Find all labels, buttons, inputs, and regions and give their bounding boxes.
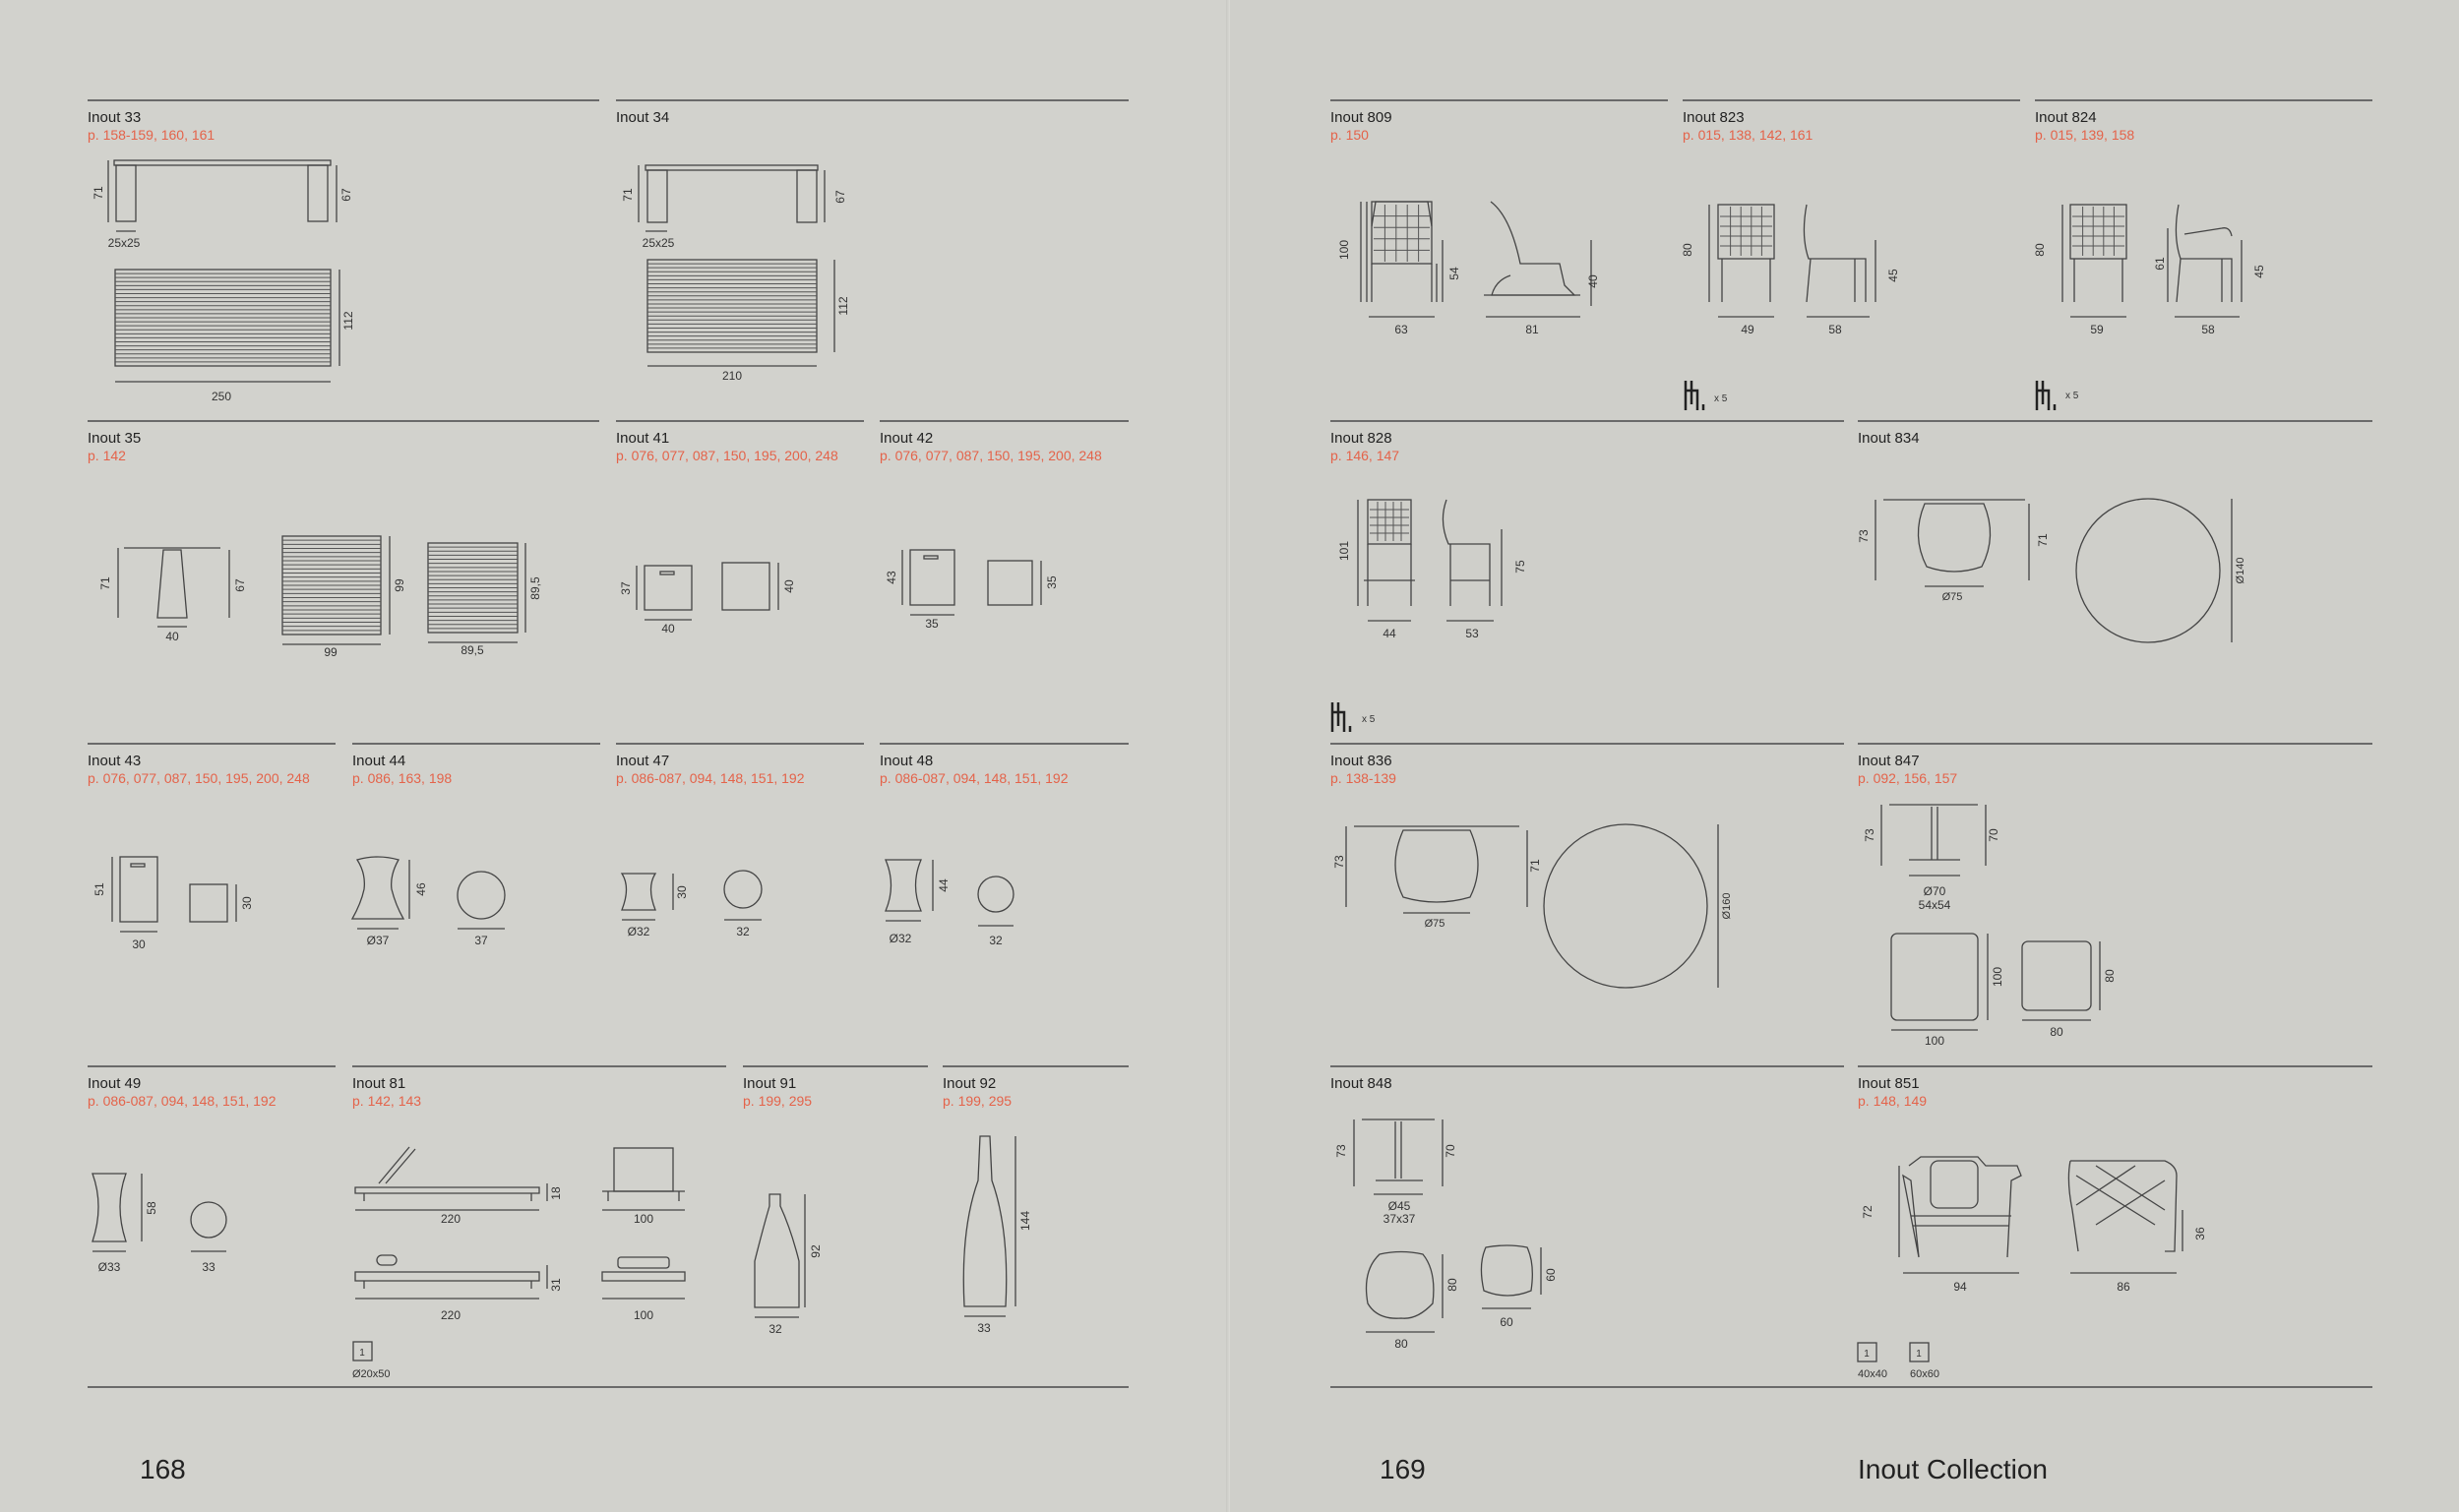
dim-label: 112	[341, 311, 355, 331]
page-references: p. 015, 139, 158	[2035, 127, 2135, 143]
dim-label: 25x25	[642, 236, 675, 250]
dim-label: 51	[92, 882, 106, 896]
product-name: Inout 91	[743, 1075, 797, 1092]
page-references: p. 015, 138, 142, 161	[1683, 127, 1814, 143]
dim-label: 100	[633, 1212, 654, 1226]
dim-label: 73	[1857, 529, 1871, 543]
dim-label: 80	[1394, 1337, 1408, 1351]
dim-label: 58	[2201, 323, 2215, 336]
dim-label: 63	[1394, 323, 1408, 336]
page-references: p. 086-087, 094, 148, 151, 192	[616, 770, 805, 786]
page-references: p. 146, 147	[1330, 448, 1400, 463]
stack-quantity: x 5	[1362, 714, 1376, 725]
dim-label: 46	[414, 882, 428, 896]
dim-label: 100	[1991, 966, 2004, 988]
dim-label: 80	[1445, 1278, 1459, 1292]
dim-label: 81	[1525, 323, 1539, 336]
cushion-qty: 1	[359, 1348, 365, 1359]
dim-label: 40	[1586, 274, 1600, 288]
dim-label: 44	[937, 878, 951, 892]
dim-label: 100	[1924, 1034, 1945, 1048]
dim-label: Ø70	[1923, 884, 1946, 898]
product-name: Inout 33	[88, 109, 142, 126]
dim-label: 220	[440, 1308, 461, 1322]
product-name: Inout 824	[2035, 109, 2097, 126]
product-name: Inout 47	[616, 753, 670, 769]
dim-label: 71	[2036, 533, 2050, 547]
product-name: Inout 836	[1330, 753, 1392, 769]
dim-label: 99	[324, 645, 338, 659]
dim-label: 40	[165, 630, 179, 643]
dim-label: 37x37	[1383, 1212, 1416, 1226]
dim-label: 53	[1465, 627, 1479, 640]
product-name: Inout 49	[88, 1075, 142, 1092]
dim-label: 45	[1886, 269, 1900, 282]
dim-label: 71	[98, 576, 112, 590]
dim-label: 40	[782, 579, 796, 593]
dim-label: 112	[836, 296, 850, 316]
product-name: Inout 848	[1330, 1075, 1392, 1092]
page-references: p. 199, 295	[943, 1093, 1013, 1109]
dim-label: 220	[440, 1212, 461, 1226]
product-name: Inout 847	[1858, 753, 1920, 769]
dim-label: 67	[833, 190, 847, 204]
product-name: Inout 81	[352, 1075, 406, 1092]
dim-label: 32	[989, 934, 1003, 947]
dim-label: 89,5	[461, 643, 484, 657]
dim-label: Ø32	[889, 932, 912, 945]
dim-label: 43	[885, 571, 898, 584]
dim-label: 73	[1334, 1144, 1348, 1158]
dim-label: 59	[2090, 323, 2104, 336]
dim-label: 80	[2103, 969, 2117, 983]
page-references: p. 076, 077, 087, 150, 195, 200, 248	[880, 448, 1102, 463]
product-name: Inout 823	[1683, 109, 1745, 126]
page-number: 169	[1380, 1454, 1426, 1484]
dim-label: 61	[2153, 257, 2167, 271]
product-name: Inout 43	[88, 753, 142, 769]
dim-label: 35	[925, 617, 939, 631]
dim-label: 70	[1444, 1144, 1457, 1158]
dim-label: Ø160	[1721, 892, 1733, 920]
dim-label: 18	[549, 1186, 563, 1200]
cushion-size: 40x40	[1858, 1368, 1887, 1380]
product-name: Inout 34	[616, 109, 670, 126]
dim-label: 32	[736, 925, 750, 938]
cushion-qty: 1	[1864, 1349, 1870, 1360]
dim-label: 73	[1863, 828, 1876, 842]
product-name: Inout 42	[880, 430, 934, 447]
page-references: p. 076, 077, 087, 150, 195, 200, 248	[616, 448, 838, 463]
dim-label: 31	[549, 1278, 563, 1292]
dim-label: 71	[92, 186, 105, 200]
dim-label: Ø75	[1941, 591, 1963, 603]
collection-title: Inout Collection	[1858, 1454, 2049, 1484]
dim-label: 60	[1500, 1315, 1513, 1329]
dim-label: 49	[1741, 323, 1754, 336]
product-name: Inout 828	[1330, 430, 1392, 447]
page-number: 168	[140, 1454, 186, 1484]
dim-label: 250	[211, 390, 232, 403]
dim-label: 60	[1544, 1268, 1558, 1282]
dim-label: 30	[240, 896, 254, 910]
dim-label: 33	[977, 1321, 991, 1335]
page-references: p. 086, 163, 198	[352, 770, 453, 786]
dim-label: 210	[721, 369, 743, 383]
stack-quantity: x 5	[1714, 393, 1728, 404]
dim-label: 44	[1383, 627, 1396, 640]
product-name: Inout 851	[1858, 1075, 1920, 1092]
dim-label: Ø32	[627, 925, 650, 938]
dim-label: 99	[393, 578, 406, 592]
dim-label: 30	[675, 885, 689, 899]
page-references: p. 138-139	[1330, 770, 1396, 786]
dim-label: 92	[809, 1244, 823, 1258]
product-name: Inout 44	[352, 753, 406, 769]
product-name: Inout 41	[616, 430, 670, 447]
product-name: Inout 35	[88, 430, 142, 447]
dim-label: 89,5	[528, 576, 542, 600]
product-name: Inout 48	[880, 753, 934, 769]
page-references: p. 086-087, 094, 148, 151, 192	[88, 1093, 277, 1109]
product-name: Inout 834	[1858, 430, 1920, 447]
dim-label: 80	[1681, 243, 1694, 257]
dim-label: 75	[1513, 560, 1527, 574]
product-name: Inout 92	[943, 1075, 997, 1092]
dim-label: 40	[661, 622, 675, 635]
cushion-size: 60x60	[1910, 1368, 1939, 1380]
dim-label: 71	[1528, 859, 1542, 873]
dim-label: 67	[339, 188, 353, 202]
dim-label: Ø37	[366, 934, 390, 947]
dim-label: Ø75	[1424, 918, 1445, 930]
dim-label: 80	[2050, 1025, 2063, 1039]
dim-label: 45	[2252, 265, 2266, 278]
dim-label: 35	[1045, 575, 1059, 589]
dim-label: 36	[2193, 1227, 2207, 1240]
cushion-size: Ø20x50	[352, 1368, 391, 1380]
dim-label: 37	[619, 581, 633, 595]
dim-label: 67	[233, 578, 247, 592]
page-references: p. 092, 156, 157	[1858, 770, 1958, 786]
dim-label: 72	[1861, 1205, 1875, 1219]
dim-label: 86	[2117, 1280, 2130, 1294]
dim-label: 71	[621, 188, 635, 202]
page-references: p. 086-087, 094, 148, 151, 192	[880, 770, 1069, 786]
dim-label: 70	[1987, 828, 2000, 842]
page-references: p. 199, 295	[743, 1093, 813, 1109]
dim-label: Ø140	[2235, 557, 2246, 584]
dim-label: 58	[145, 1201, 158, 1215]
dim-label: 58	[1828, 323, 1842, 336]
dim-label: 37	[474, 934, 488, 947]
dim-label: 94	[1953, 1280, 1967, 1294]
page-references: p. 150	[1330, 127, 1369, 143]
dim-label: 73	[1332, 855, 1346, 869]
page-references: p. 076, 077, 087, 150, 195, 200, 248	[88, 770, 310, 786]
page-references: p. 148, 149	[1858, 1093, 1928, 1109]
dim-label: 30	[132, 937, 146, 951]
dim-label: 80	[2033, 243, 2047, 257]
dim-label: 100	[1337, 239, 1351, 261]
cushion-qty: 1	[1916, 1349, 1922, 1360]
dim-label: 54	[1447, 267, 1461, 280]
dim-label: Ø45	[1387, 1199, 1411, 1213]
product-name: Inout 809	[1330, 109, 1392, 126]
dim-label: 32	[768, 1322, 782, 1336]
page-references: p. 142	[88, 448, 126, 463]
dim-label: 33	[202, 1260, 215, 1274]
page-references: p. 142, 143	[352, 1093, 422, 1109]
dim-label: 54x54	[1918, 898, 1951, 912]
page-references: p. 158-159, 160, 161	[88, 127, 215, 143]
dim-label: 101	[1337, 540, 1351, 562]
dim-label: 144	[1018, 1210, 1032, 1232]
dim-label: 100	[633, 1308, 654, 1322]
dim-label: 25x25	[107, 236, 141, 250]
dim-label: Ø33	[97, 1260, 121, 1274]
stack-quantity: x 5	[2065, 391, 2079, 401]
